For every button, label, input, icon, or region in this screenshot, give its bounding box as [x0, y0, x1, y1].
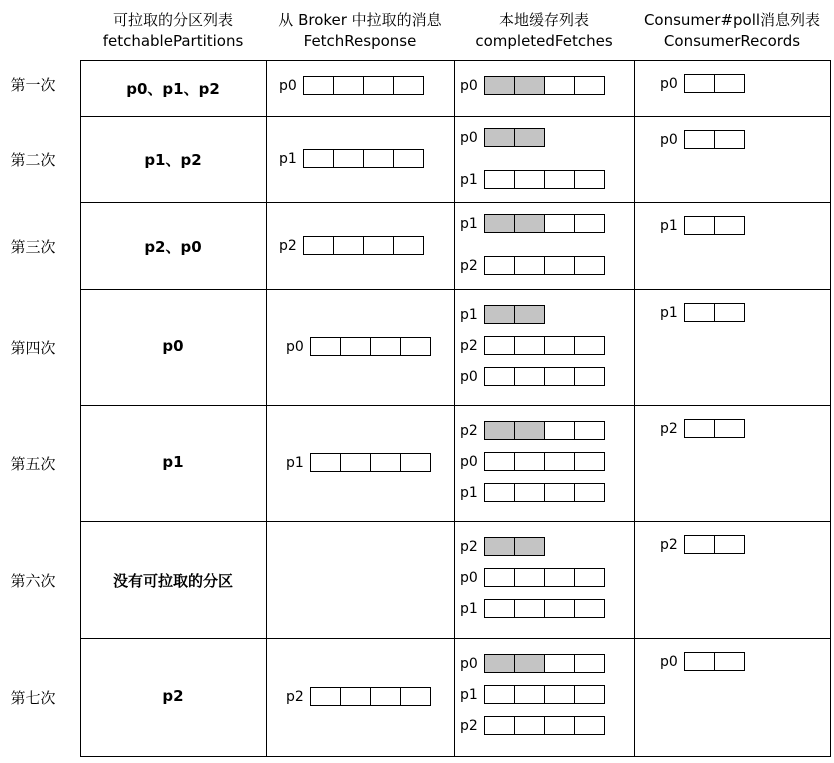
message-box	[303, 149, 334, 168]
message-bar	[484, 421, 605, 440]
message-box	[310, 687, 341, 706]
message-box	[393, 236, 424, 255]
message-bar	[484, 654, 605, 673]
partition-tag: p0	[460, 369, 478, 385]
message-bar	[684, 652, 745, 671]
message-bar	[684, 130, 745, 149]
message-box	[684, 419, 715, 438]
message-box	[340, 453, 371, 472]
message-bar	[310, 453, 431, 472]
message-box	[714, 535, 745, 554]
partition-tag: p0	[460, 78, 478, 94]
message-box	[544, 76, 575, 95]
message-bar	[484, 367, 605, 386]
message-box	[574, 367, 605, 386]
partition-tag: p2	[660, 537, 678, 553]
message-bar	[484, 170, 605, 189]
partition-tag: p0	[660, 132, 678, 148]
message-box	[484, 452, 515, 471]
fetchable-partitions-cell: p2、p0	[144, 237, 202, 256]
message-box	[484, 367, 515, 386]
partition-tag: p2	[660, 421, 678, 437]
message-box	[484, 568, 515, 587]
message-box	[544, 654, 575, 673]
partition-tag: p1	[460, 172, 478, 188]
message-box	[393, 149, 424, 168]
message-box	[400, 453, 431, 472]
message-box	[544, 568, 575, 587]
message-box	[370, 453, 401, 472]
partition-tag: p1	[460, 687, 478, 703]
partition-tag: p2	[460, 258, 478, 274]
message-box	[574, 170, 605, 189]
message-box	[684, 216, 715, 235]
message-bar	[484, 256, 605, 275]
message-box-consumed	[514, 214, 545, 233]
partition-tag: p1	[460, 485, 478, 501]
message-box	[514, 568, 545, 587]
message-box	[544, 256, 575, 275]
partition-tag: p2	[460, 718, 478, 734]
message-box	[714, 652, 745, 671]
message-box	[514, 452, 545, 471]
message-box	[574, 76, 605, 95]
message-bar	[484, 76, 605, 95]
message-bar	[684, 303, 745, 322]
message-bar	[484, 336, 605, 355]
header-line1: 可拉取的分区列表	[112, 11, 233, 29]
message-bar	[303, 76, 424, 95]
message-bar	[684, 419, 745, 438]
message-box	[484, 483, 515, 502]
message-bar	[484, 568, 605, 587]
row-label: 第五次	[10, 455, 56, 473]
message-box	[544, 716, 575, 735]
partition-tag: p0	[460, 656, 478, 672]
message-bar	[484, 483, 605, 502]
message-box-consumed	[514, 537, 545, 556]
message-box	[310, 337, 341, 356]
message-box	[363, 76, 394, 95]
message-box	[684, 303, 715, 322]
message-box	[484, 716, 515, 735]
partition-tag: p2	[460, 539, 478, 555]
message-bar	[484, 716, 605, 735]
partition-tag: p1	[286, 455, 304, 471]
message-box	[484, 599, 515, 618]
message-box	[333, 76, 364, 95]
partition-tag: p0	[660, 76, 678, 92]
message-box	[363, 149, 394, 168]
header-line1: Consumer#poll消息列表	[643, 11, 821, 29]
message-bar	[484, 599, 605, 618]
message-box	[684, 535, 715, 554]
message-bar	[303, 236, 424, 255]
message-box	[574, 452, 605, 471]
message-box	[484, 256, 515, 275]
message-box	[514, 170, 545, 189]
header-line2: FetchResponse	[303, 32, 417, 50]
message-bar	[310, 337, 431, 356]
message-box	[393, 76, 424, 95]
message-box	[484, 170, 515, 189]
message-bar	[684, 216, 745, 235]
message-bar	[684, 535, 745, 554]
header-line2: completedFetches	[475, 32, 613, 50]
message-bar	[303, 149, 424, 168]
message-box	[544, 599, 575, 618]
message-box-consumed	[484, 421, 515, 440]
message-bar	[484, 452, 605, 471]
partition-tag: p2	[460, 423, 478, 439]
message-box	[310, 453, 341, 472]
message-box	[514, 336, 545, 355]
header-line1: 本地缓存列表	[498, 11, 589, 29]
fetchable-partitions-cell: p2	[162, 687, 184, 705]
message-box	[303, 76, 334, 95]
header-line2: ConsumerRecords	[663, 32, 801, 50]
message-box	[544, 170, 575, 189]
message-box	[684, 652, 715, 671]
message-box	[574, 256, 605, 275]
message-box	[340, 687, 371, 706]
message-box	[544, 421, 575, 440]
message-bar	[484, 214, 605, 233]
message-box	[714, 303, 745, 322]
partition-tag: p2	[460, 338, 478, 354]
message-box-consumed	[514, 654, 545, 673]
row-label: 第七次	[10, 689, 56, 707]
message-box	[714, 216, 745, 235]
message-box	[544, 336, 575, 355]
message-box	[514, 367, 545, 386]
fetchable-partitions-cell: p1	[162, 453, 184, 471]
message-box-consumed	[484, 214, 515, 233]
row-label: 第二次	[10, 151, 56, 169]
partition-tag: p1	[460, 601, 478, 617]
message-box	[574, 421, 605, 440]
message-box	[514, 256, 545, 275]
message-box	[514, 483, 545, 502]
message-box-consumed	[514, 305, 545, 324]
message-box	[684, 130, 715, 149]
message-box	[544, 483, 575, 502]
message-bar	[484, 128, 545, 147]
partition-tag: p2	[286, 689, 304, 705]
row-label: 第四次	[10, 339, 56, 357]
message-box	[370, 337, 401, 356]
message-box	[544, 367, 575, 386]
message-box-consumed	[484, 76, 515, 95]
message-box	[574, 599, 605, 618]
message-bar	[484, 685, 605, 704]
row-label: 第一次	[10, 76, 56, 94]
message-box	[303, 236, 334, 255]
message-box	[714, 130, 745, 149]
message-bar	[310, 687, 431, 706]
message-box	[684, 74, 715, 93]
partition-tag: p1	[460, 307, 478, 323]
message-box	[484, 336, 515, 355]
partition-tag: p0	[660, 654, 678, 670]
message-box	[514, 599, 545, 618]
message-box-consumed	[514, 421, 545, 440]
message-box	[574, 654, 605, 673]
header-line2: fetchablePartitions	[102, 32, 244, 50]
message-box	[574, 685, 605, 704]
message-box	[340, 337, 371, 356]
partition-tag: p0	[460, 570, 478, 586]
message-bar	[484, 305, 545, 324]
message-box	[400, 337, 431, 356]
message-box	[544, 685, 575, 704]
message-box	[514, 685, 545, 704]
message-box	[574, 568, 605, 587]
message-box	[400, 687, 431, 706]
message-box	[370, 687, 401, 706]
fetchable-partitions-cell: p0、p1、p2	[126, 80, 220, 98]
message-box-consumed	[514, 76, 545, 95]
message-box-consumed	[484, 128, 515, 147]
message-box	[514, 716, 545, 735]
message-box	[574, 716, 605, 735]
message-bar	[684, 74, 745, 93]
message-box	[714, 419, 745, 438]
message-box	[363, 236, 394, 255]
partition-tag: p1	[660, 218, 678, 234]
message-box	[484, 685, 515, 704]
partition-tag: p0	[279, 78, 297, 94]
message-box	[574, 214, 605, 233]
fetchable-partitions-cell: 没有可拉取的分区	[112, 571, 233, 590]
message-box-consumed	[484, 305, 515, 324]
fetchable-partitions-cell: p1、p2	[144, 151, 202, 169]
message-box-consumed	[484, 654, 515, 673]
partition-tag: p0	[460, 454, 478, 470]
partition-tag: p0	[286, 339, 304, 355]
partition-tag: p1	[460, 216, 478, 232]
partition-tag: p1	[279, 151, 297, 167]
fetchable-partitions-cell: p0	[162, 337, 184, 355]
message-bar	[484, 537, 545, 556]
partition-tag: p0	[460, 130, 478, 146]
message-box	[333, 149, 364, 168]
message-box	[544, 214, 575, 233]
message-box-consumed	[484, 537, 515, 556]
row-label: 第六次	[10, 571, 56, 590]
partition-tag: p2	[279, 238, 297, 254]
partition-tag: p1	[660, 305, 678, 321]
message-box	[574, 483, 605, 502]
header-line1: 从 Broker 中拉取的消息	[278, 11, 442, 29]
row-label: 第三次	[10, 237, 56, 256]
message-box	[714, 74, 745, 93]
message-box	[544, 452, 575, 471]
message-box	[574, 336, 605, 355]
message-box	[333, 236, 364, 255]
message-box-consumed	[514, 128, 545, 147]
